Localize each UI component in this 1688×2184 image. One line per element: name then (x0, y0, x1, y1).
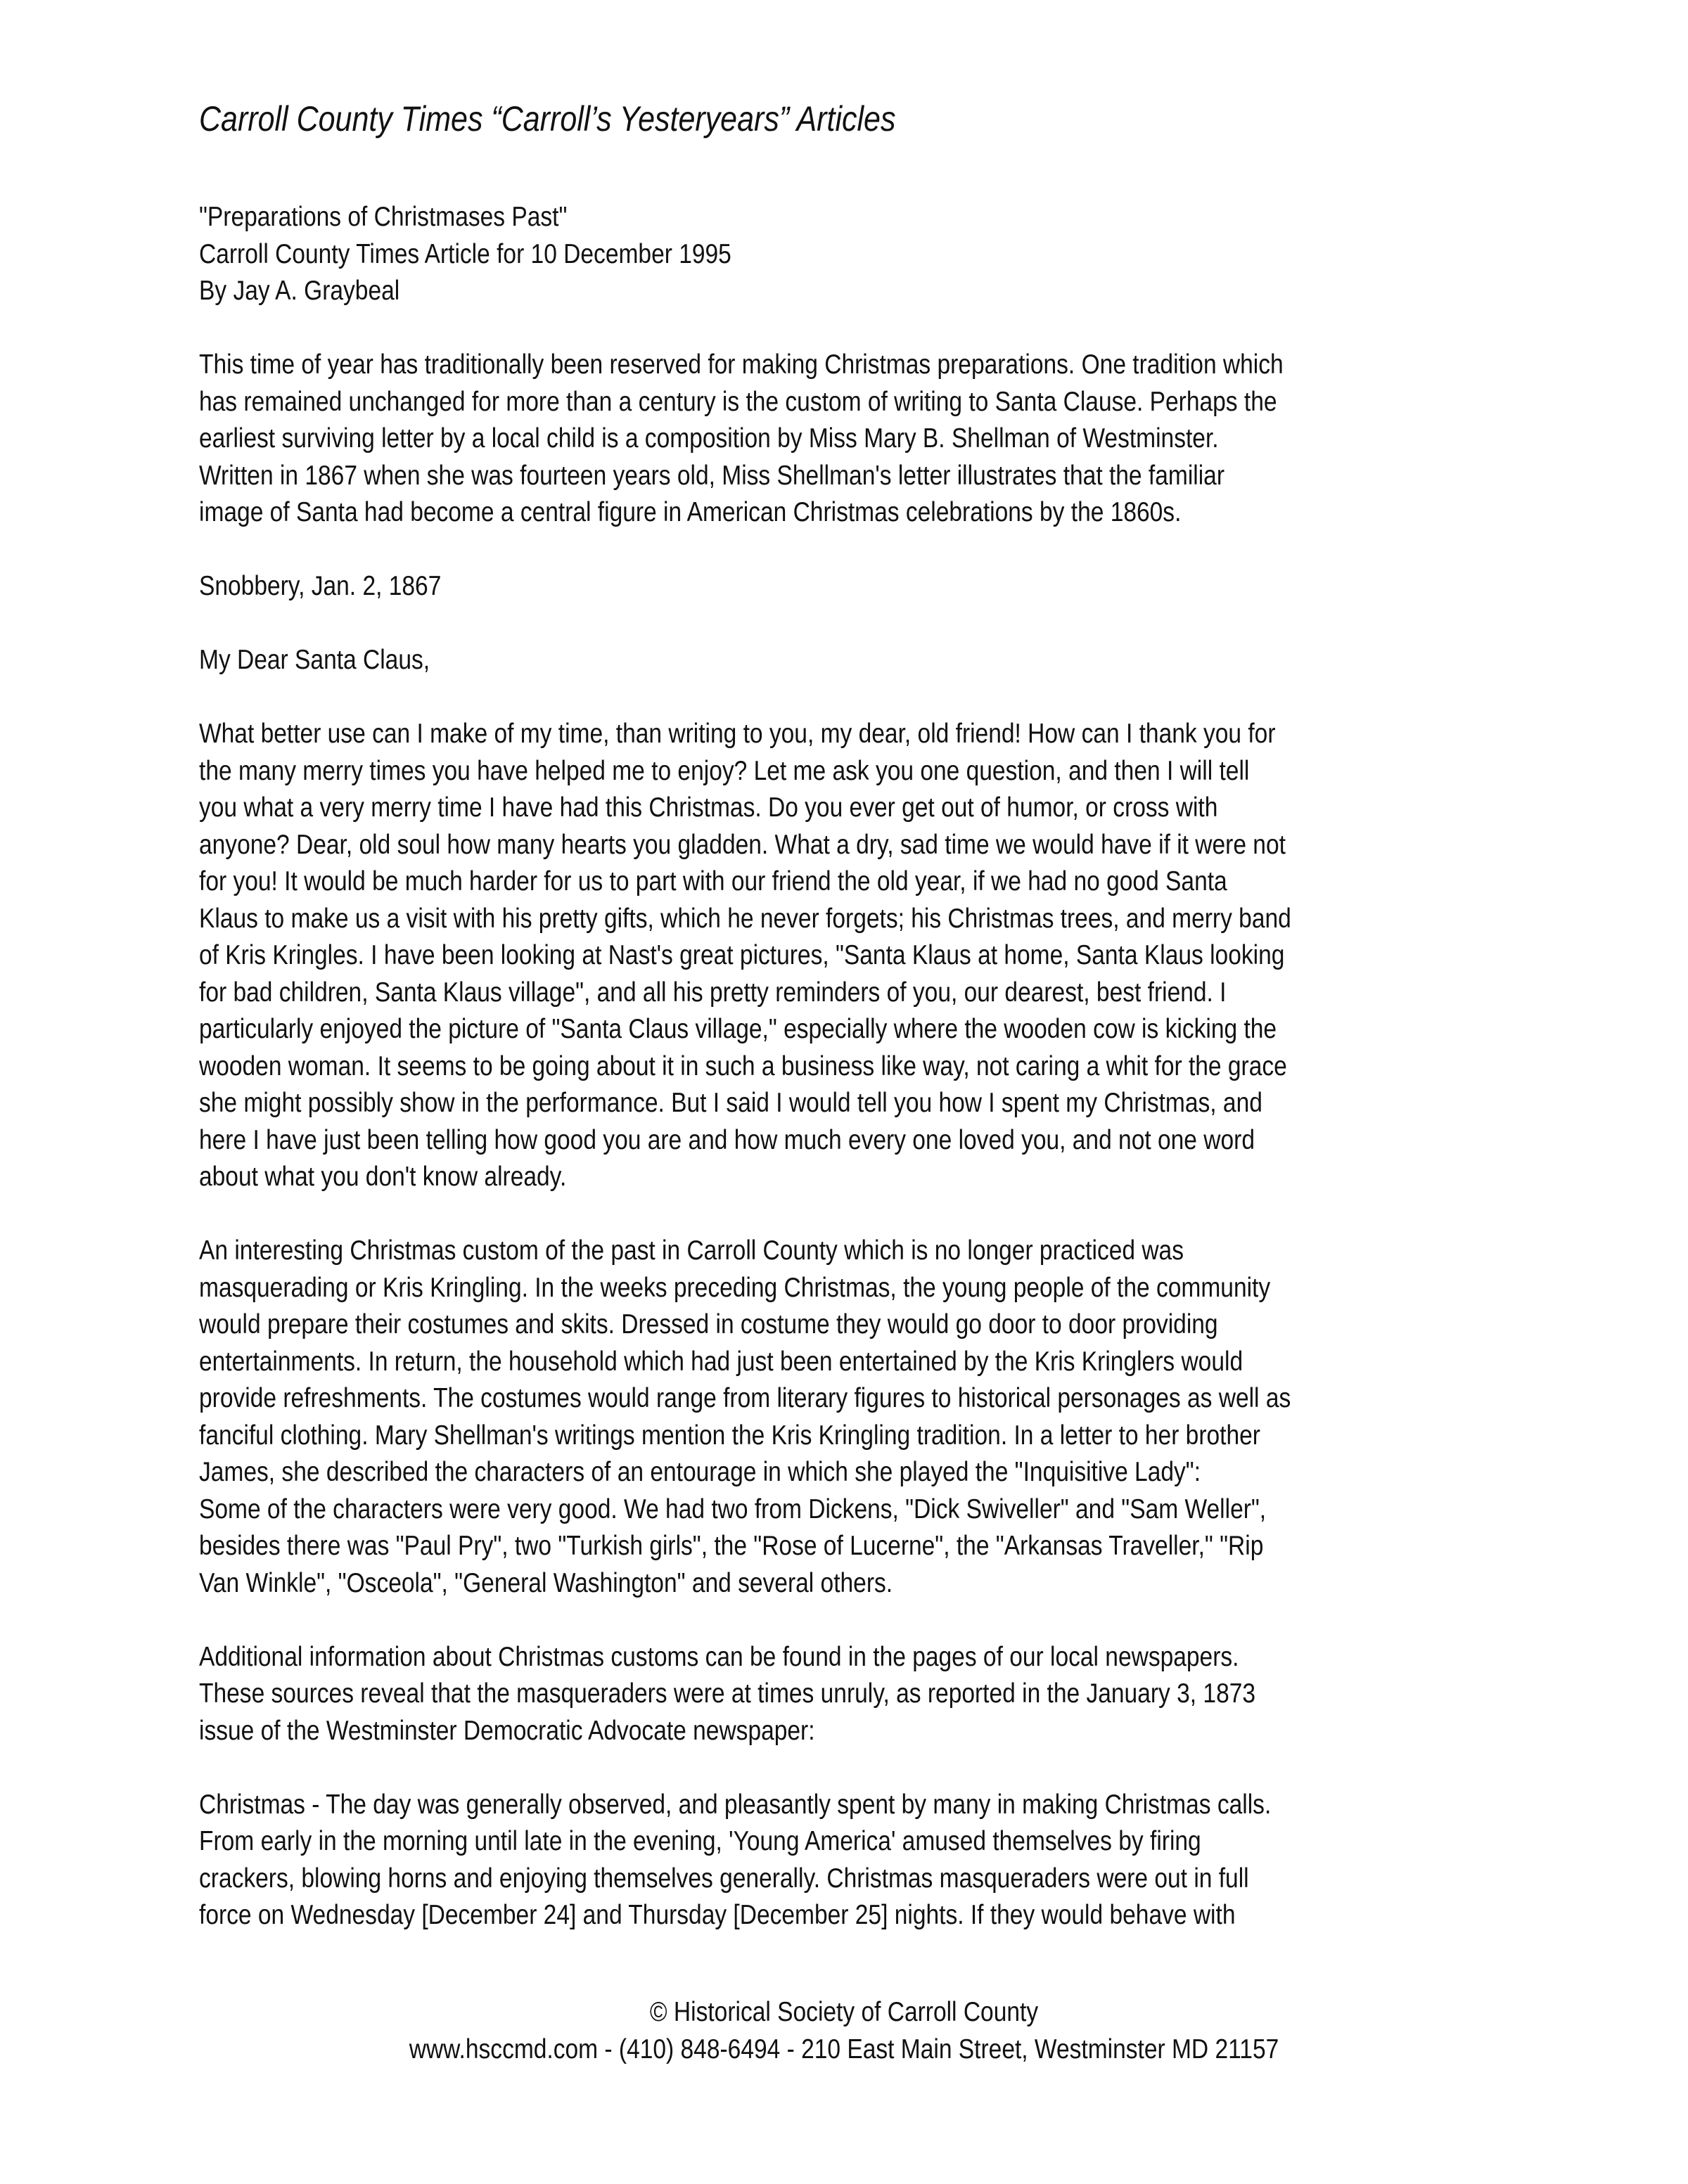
letter-salutation (199, 642, 1507, 679)
text-line: James, she described the characters of an entourage in which she played the "Inquisitive Lady": (199, 1457, 1201, 1487)
paragraph (199, 1639, 1507, 1750)
paragraph-spacer (199, 532, 1507, 569)
text-line: Klaus to make us a visit with his pretty gifts, which he never forgets; his Christmas trees, and merry band (199, 903, 1291, 934)
article-heading (199, 199, 1507, 310)
text-line: earliest surviving letter by a local child is a composition by Miss Mary B. Shellman of Westminster. (199, 423, 1219, 454)
footer-copyright: © Historical Society of Carroll County (649, 1997, 1039, 2027)
paragraph-spacer (199, 1196, 1507, 1233)
paragraph-spacer (199, 1602, 1507, 1639)
text-line: Carroll County Times Article for 10 December 1995 (199, 238, 731, 269)
text-line: for bad children, Santa Klaus village", and all his pretty reminders of you, our dearest, best friend. I (199, 977, 1227, 1008)
text-line: fanciful clothing. Mary Shellman's writings mention the Kris Kringling tradition. In a letter to her brother (199, 1420, 1260, 1451)
text-line: "Preparations of Christmases Past" (199, 202, 568, 232)
text-line: An interesting Christmas custom of the past in Carroll County which is no longer practiced was (199, 1235, 1184, 1266)
text-line: Snobbery, Jan. 2, 1867 (199, 571, 442, 601)
text-line: crackers, blowing horns and enjoying themselves generally. Christmas masqueraders were out in full (199, 1863, 1249, 1894)
text-line: Additional information about Christmas customs can be found in the pages of our local newspapers. (199, 1641, 1239, 1672)
text-line: anyone? Dear, old soul how many hearts you gladden. What a dry, sad time we would have if it were not (199, 829, 1286, 860)
text-line: What better use can I make of my time, than writing to you, my dear, old friend! How can I thank you for (199, 719, 1276, 749)
footer-contact: www.hsccmd.com - (410) 848-6494 - 210 East Main Street, Westminster MD 21157 (409, 2034, 1279, 2064)
text-line: the many merry times you have helped me to enjoy? Let me ask you one question, and then I will tell (199, 755, 1250, 786)
letter-dateline (199, 568, 1507, 605)
article-body (199, 199, 1507, 1934)
text-line: about what you don't know already. (199, 1162, 567, 1192)
page-title: Carroll County Times “Carroll’s Yesteryears” Articles (199, 99, 896, 139)
text-line: Written in 1867 when she was fourteen years old, Miss Shellman's letter illustrates that the familiar (199, 460, 1225, 491)
text-line: My Dear Santa Claus, (199, 645, 430, 675)
text-line: Christmas - The day was generally observed, and pleasantly spent by many in making Christmas calls. (199, 1789, 1272, 1820)
text-line: besides there was "Paul Pry", two "Turkish girls", the "Rose of Lucerne", the "Arkansas Traveller," "Rip (199, 1531, 1264, 1561)
letter-body (199, 716, 1507, 1196)
text-line: here I have just been telling how good you are and how much every one loved you, and not one word (199, 1124, 1255, 1155)
text-line: Some of the characters were very good. We had two from Dickens, "Dick Swiveller" and "Sam Weller", (199, 1494, 1267, 1524)
text-line: image of Santa had become a central figure in American Christmas celebrations by the 1860s. (199, 497, 1182, 527)
text-line: particularly enjoyed the picture of "Santa Claus village," especially where the wooden cow is kicking the (199, 1014, 1277, 1044)
page-footer (0, 1994, 1688, 2068)
text-line: Van Winkle", "Osceola", "General Washington" and several others. (199, 1567, 893, 1598)
paragraph (199, 1233, 1507, 1602)
text-line: provide refreshments. The costumes would range from literary figures to historical personages as well as (199, 1383, 1291, 1413)
text-line: of Kris Kringles. I have been looking at Nast's great pictures, "Santa Klaus at home, Santa Klaus looking (199, 940, 1285, 970)
text-line: By Jay A. Graybeal (199, 276, 400, 306)
paragraph (199, 347, 1507, 532)
text-line: issue of the Westminster Democratic Advocate newspaper: (199, 1715, 815, 1746)
text-line: entertainments. In return, the household which had just been entertained by the Kris Kringlers would (199, 1346, 1243, 1377)
text-line: wooden woman. It seems to be going about it in such a business like way, not caring a whit for the grace (199, 1051, 1287, 1081)
paragraph-spacer (199, 605, 1507, 643)
text-line: would prepare their costumes and skits. Dressed in costume they would go door to door providing (199, 1309, 1218, 1340)
paragraph-spacer (199, 679, 1507, 717)
newspaper-quote (199, 1787, 1507, 1934)
text-line: for you! It would be much harder for us to part with our friend the old year, if we had no good Santa (199, 866, 1227, 897)
text-line: masquerading or Kris Kringling. In the weeks preceding Christmas, the young people of the community (199, 1272, 1271, 1303)
text-line: has remained unchanged for more than a century is the custom of writing to Santa Clause. Perhaps the (199, 386, 1277, 417)
paragraph-spacer (199, 1749, 1507, 1787)
text-line: This time of year has traditionally been reserved for making Christmas preparations. One tradition which (199, 349, 1284, 380)
text-line: From early in the morning until late in the evening, 'Young America' amused themselves by firing (199, 1826, 1201, 1856)
paragraph-spacer (199, 310, 1507, 347)
text-line: These sources reveal that the masqueraders were at times unruly, as reported in the January 3, 1873 (199, 1678, 1256, 1709)
text-line: force on Wednesday [December 24] and Thursday [December 25] nights. If they would behave with (199, 1900, 1236, 1930)
text-line: she might possibly show in the performance. But I said I would tell you how I spent my Christmas, and (199, 1088, 1262, 1118)
text-line: you what a very merry time I have had this Christmas. Do you ever get out of humor, or cross with (199, 792, 1218, 823)
